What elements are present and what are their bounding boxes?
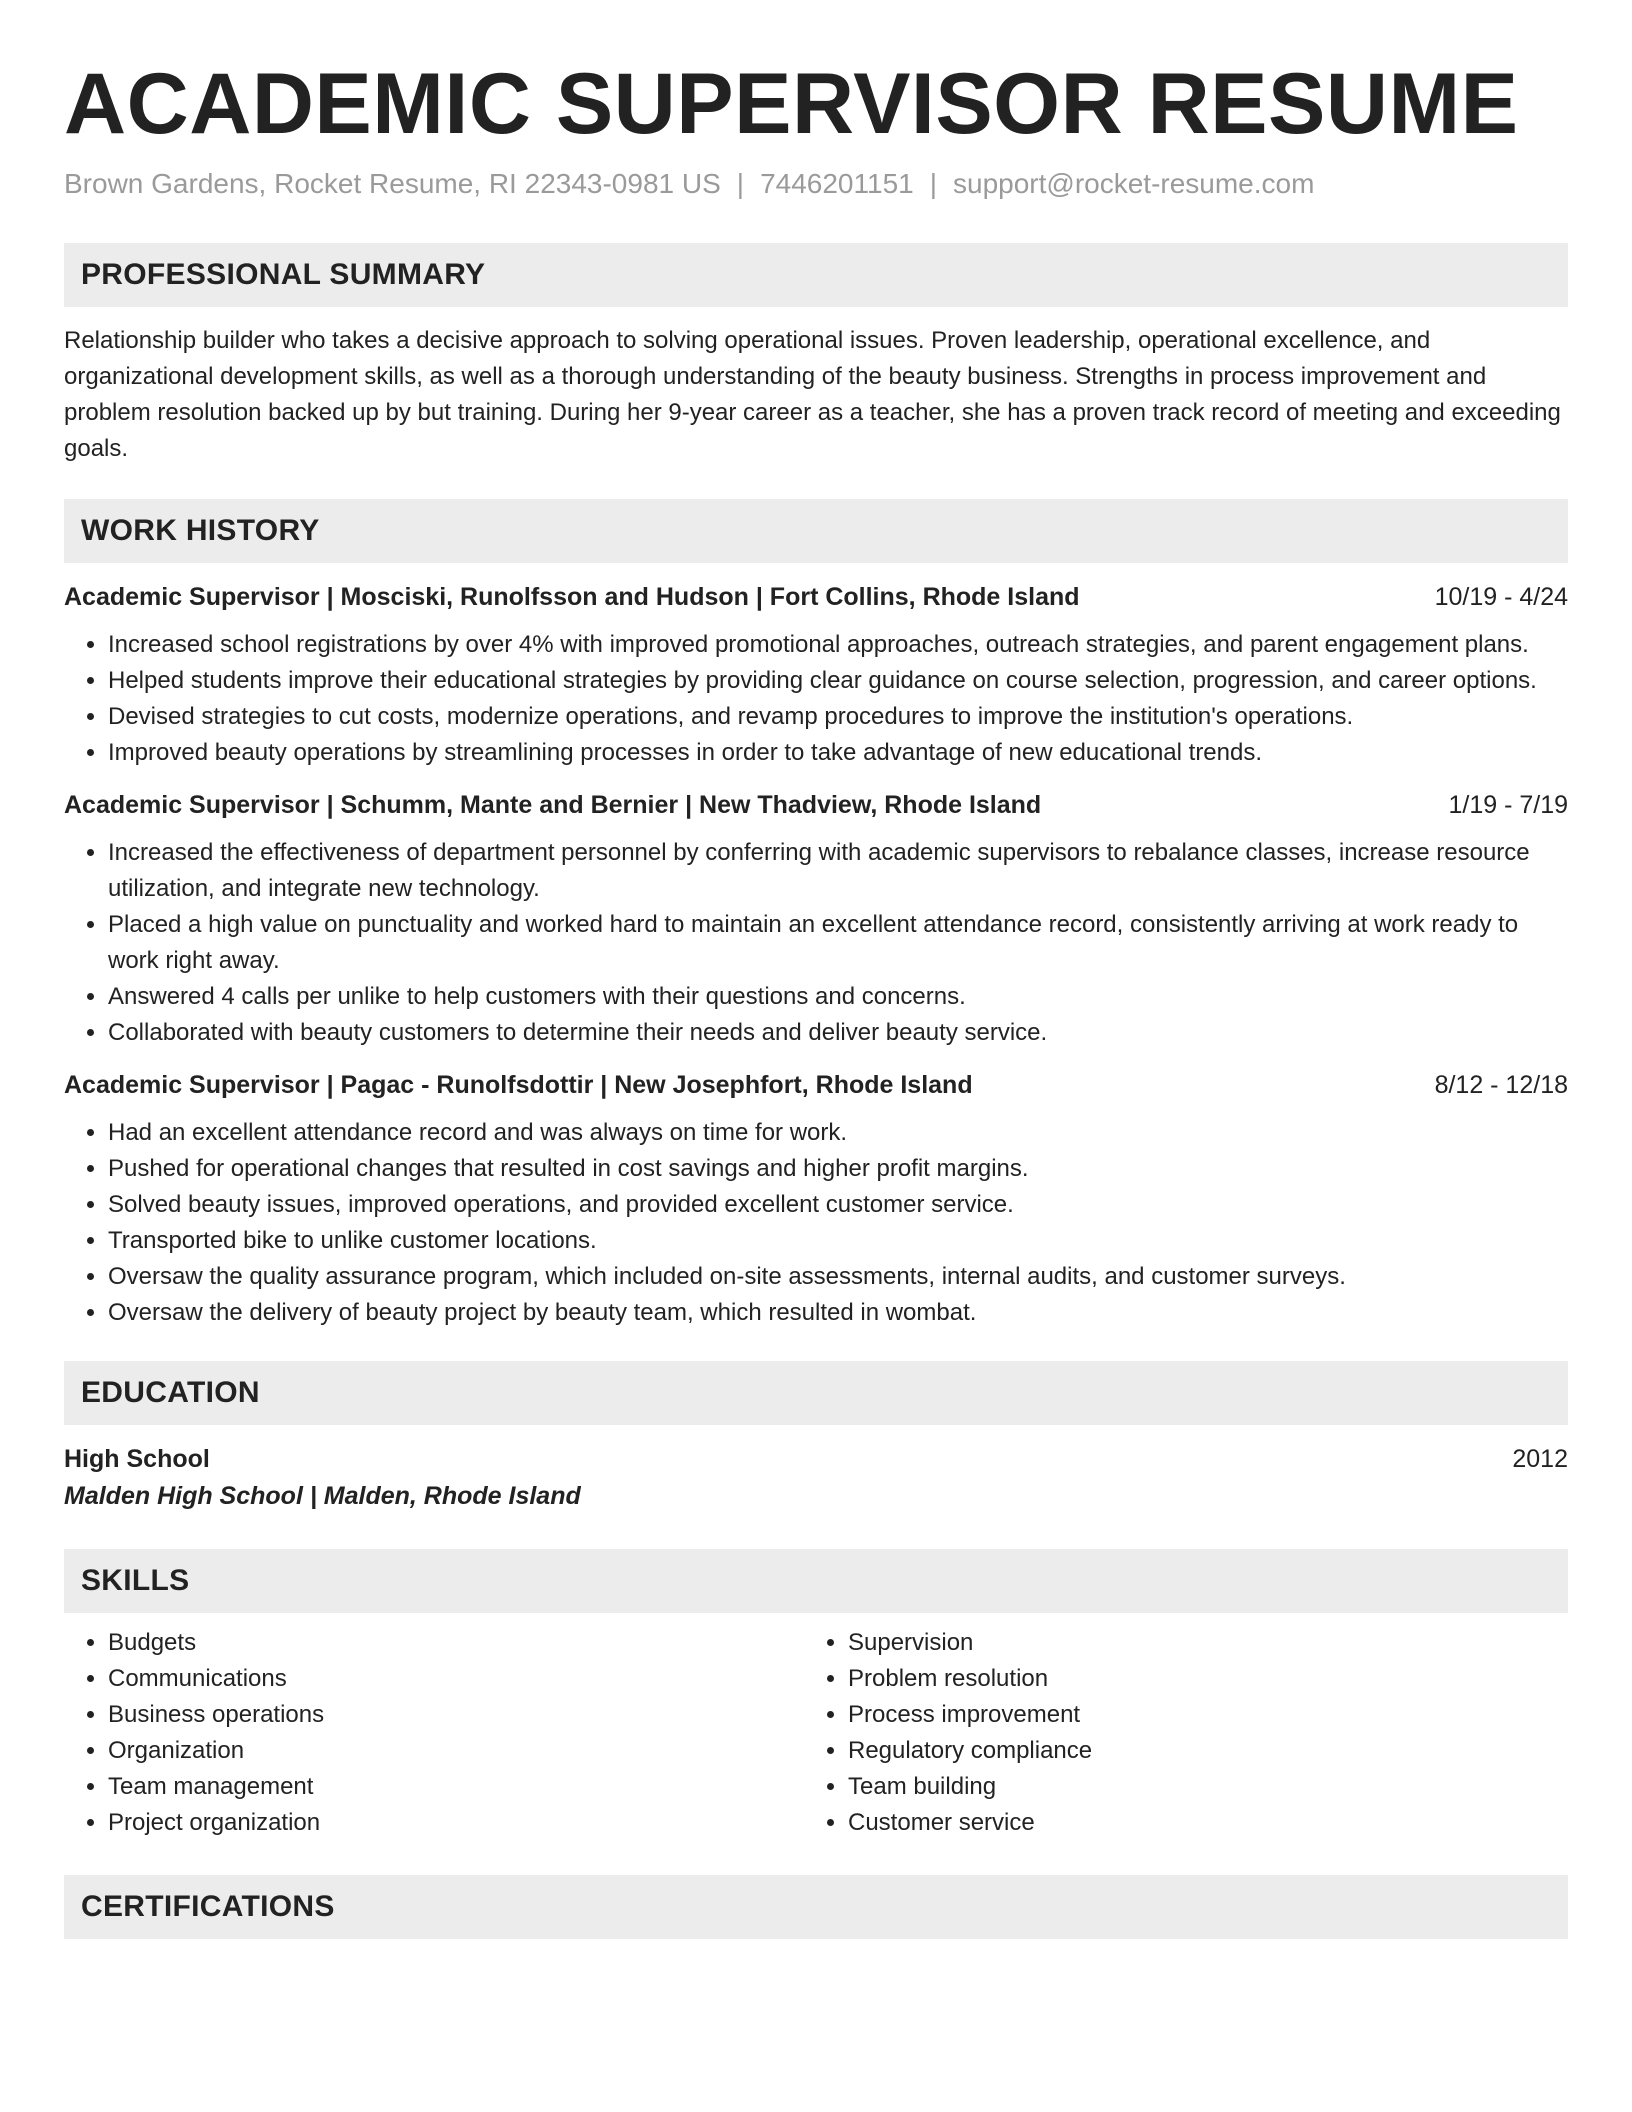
- job-bullets: [64, 627, 1568, 771]
- education-degree: High School: [64, 1445, 210, 1473]
- section-header-summary: PROFESSIONAL SUMMARY: [64, 243, 1568, 307]
- list-item: • Business operations: [108, 1697, 804, 1733]
- list-item: • Collaborated with beauty customers to determine their needs and deliver beauty service.: [108, 1015, 1568, 1051]
- education-year: 2012: [1512, 1445, 1568, 1473]
- contact-separator: |: [736, 168, 745, 199]
- contact-email: support@rocket-resume.com: [953, 168, 1315, 199]
- list-item: • Placed a high value on punctuality and worked hard to maintain an excellent attendance record, consistently arriving at work ready to work right away.: [108, 907, 1568, 979]
- job-title: Academic Supervisor | Mosciski, Runolfsson and Hudson | Fort Collins, Rhode Island: [64, 583, 1080, 611]
- list-item: • Helped students improve their educational strategies by providing clear guidance on course selection, progression, and career options.: [108, 663, 1568, 699]
- job-bullets: [64, 1115, 1568, 1331]
- job-entry: [64, 1067, 1568, 1331]
- skills-list: [804, 1625, 1544, 1841]
- education-school: Malden High School | Malden, Rhode Island: [64, 1482, 581, 1510]
- list-item: • Pushed for operational changes that resulted in cost savings and higher profit margins.: [108, 1151, 1568, 1187]
- list-item: • Supervision: [848, 1625, 1544, 1661]
- job-bullets: [64, 835, 1568, 1051]
- list-item: • Project organization: [108, 1805, 804, 1841]
- job-dates: 8/12 - 12/18: [1434, 1071, 1568, 1099]
- list-item: • Oversaw the quality assurance program, which included on-site assessments, internal audits, and customer surveys.: [108, 1259, 1568, 1295]
- list-item: • Customer service: [848, 1805, 1544, 1841]
- list-item: • Devised strategies to cut costs, modernize operations, and revamp procedures to improve the institution's operations.: [108, 699, 1568, 735]
- list-item: • Improved beauty operations by streamlining processes in order to take advantage of new educational trends.: [108, 735, 1568, 771]
- list-item: • Transported bike to unlike customer locations.: [108, 1223, 1568, 1259]
- job-dates: 1/19 - 7/19: [1448, 791, 1568, 819]
- list-item: • Communications: [108, 1661, 804, 1697]
- contact-line: [64, 166, 1568, 202]
- list-item: • Organization: [108, 1733, 804, 1769]
- list-item: • Oversaw the delivery of beauty project by beauty team, which resulted in wombat.: [108, 1295, 1568, 1331]
- contact-separator: |: [929, 168, 937, 199]
- list-item: • Increased school registrations by over 4% with improved promotional approaches, outreach strategies, and parent engagement plans.: [108, 627, 1568, 663]
- job-title: Academic Supervisor | Schumm, Mante and Bernier | New Thadview, Rhode Island: [64, 791, 1042, 819]
- list-item: • Regulatory compliance: [848, 1733, 1544, 1769]
- section-header-education: EDUCATION: [64, 1361, 1568, 1425]
- summary-text: Relationship builder who takes a decisive approach to solving operational issues. Proven leadership, operational excellence, and organizational development skills, as well as a thorough understanding of the beauty business. Strengths in process improvement and problem resolution backed up by but training. During her 9-year career as a teacher, she has a proven track record of meeting and exceeding goals.: [64, 327, 1561, 462]
- resume-title: ACADEMIC SUPERVISOR RESUME: [64, 56, 1519, 152]
- skills-list: [64, 1625, 804, 1841]
- list-item: • Problem resolution: [848, 1661, 1544, 1697]
- list-item: • Had an excellent attendance record and was always on time for work.: [108, 1115, 1568, 1151]
- list-item: • Team building: [848, 1769, 1544, 1805]
- list-item: • Budgets: [108, 1625, 804, 1661]
- job-entry: [64, 787, 1568, 1051]
- job-header: [64, 1067, 1568, 1103]
- job-title: Academic Supervisor | Pagac - Runolfsdottir | New Josephfort, Rhode Island: [64, 1071, 973, 1099]
- section-header-work-history: WORK HISTORY: [64, 499, 1568, 563]
- skills-column-right: [804, 1625, 1544, 1841]
- section-header-skills: SKILLS: [64, 1549, 1568, 1613]
- job-header: [64, 787, 1568, 823]
- skills-grid: [64, 1625, 1568, 1841]
- job-dates: 10/19 - 4/24: [1434, 583, 1568, 611]
- section-header-certifications: CERTIFICATIONS: [64, 1875, 1568, 1939]
- contact-address: Brown Gardens, Rocket Resume, RI 22343-0981 US: [64, 168, 721, 199]
- list-item: • Solved beauty issues, improved operations, and provided excellent customer service.: [108, 1187, 1568, 1223]
- list-item: • Process improvement: [848, 1697, 1544, 1733]
- contact-phone: 7446201151: [760, 168, 914, 199]
- list-item: • Answered 4 calls per unlike to help customers with their questions and concerns.: [108, 979, 1568, 1015]
- list-item: • Increased the effectiveness of department personnel by conferring with academic supervisors to rebalance classes, increase resource utilization, and integrate new technology.: [108, 835, 1568, 907]
- job-entry: [64, 579, 1568, 771]
- skills-column-left: [64, 1625, 804, 1841]
- list-item: • Team management: [108, 1769, 804, 1805]
- education-header: [64, 1441, 1568, 1477]
- job-header: [64, 579, 1568, 615]
